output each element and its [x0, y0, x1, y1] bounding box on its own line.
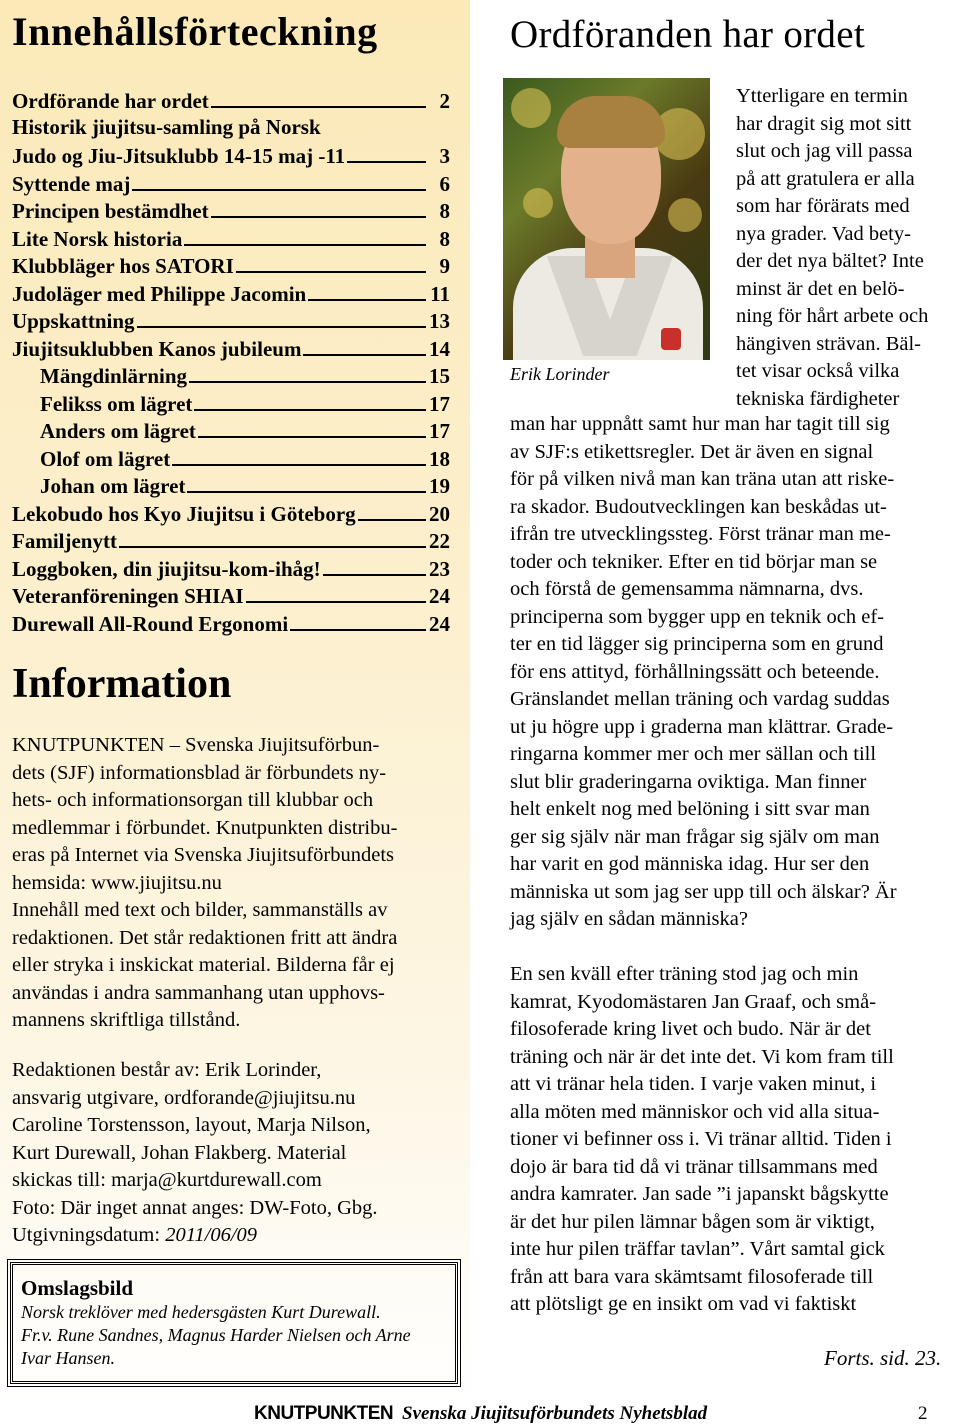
- toc-entry-title: Lekobudo hos Kyo Jiujitsu i Göteborg: [12, 501, 356, 526]
- toc-entry-page: 3: [439, 144, 450, 168]
- article-text-line: som har förärats med: [736, 195, 910, 217]
- toc-entry: [12, 224, 450, 252]
- article-text-line: människa ut som jag ser upp till och älskar? Är: [510, 880, 897, 903]
- toc-entry: [12, 306, 450, 334]
- toc-title: Innehållsförteckning: [12, 9, 378, 54]
- toc-leader-line: [198, 416, 426, 438]
- editorial-text-line: Foto: Där inget annat anges: DW-Foto, Gbg.: [12, 1196, 378, 1219]
- toc-entry-page: 13: [429, 309, 450, 333]
- toc-leader-line: [184, 224, 426, 246]
- toc-entry: [12, 361, 450, 389]
- toc-entry-page: 17: [429, 419, 450, 443]
- article-text-line: ifrån tre utvecklingssteg. Först tränar man me-: [510, 523, 891, 545]
- article-text-line: har dragit sig mot sitt: [736, 112, 912, 135]
- toc-entry-page: 15: [429, 364, 450, 388]
- editorial-paragraph: [12, 1057, 464, 1250]
- toc-entry-title: Klubbläger hos SATORI: [12, 254, 234, 278]
- toc-leader-line: [137, 306, 426, 328]
- toc-entry-title: Familjenytt: [12, 529, 117, 553]
- article-text-line: hängiven strävan. Bäl-: [736, 332, 922, 355]
- toc-entry-page: 14: [429, 336, 450, 361]
- toc-entry: [12, 86, 450, 114]
- toc-leader-line: [323, 554, 426, 576]
- toc-entry-page: 20: [429, 501, 450, 526]
- article-text-line: att plötsligt ge en insikt om vad vi faktiskt: [510, 1293, 857, 1315]
- toc-entry-title: Durewall All-Round Ergonomi: [12, 611, 289, 636]
- page-number: 2: [918, 1403, 928, 1424]
- article-text-line: man har uppnått samt hur man har tagit till sig: [510, 413, 890, 435]
- toc-entry-title: Anders om lägret: [40, 419, 196, 443]
- information-text-line: Innehåll med text och bilder, sammanställs av: [12, 899, 388, 921]
- article-text-line: principerna som bygger upp en teknik och ef-: [510, 605, 885, 628]
- toc-leader-line: [194, 389, 426, 411]
- toc-entry-title: Mängdinlärning: [40, 364, 188, 388]
- article-text-line: är det hur pilen lämnar bågen som är viktigt,: [510, 1210, 875, 1233]
- toc-entry-page: 22: [429, 529, 450, 553]
- toc-entry-title: Syttende maj: [12, 171, 131, 196]
- article-text-line: ter en tid lägger sig principerna som en grund: [510, 633, 884, 655]
- editorial-text-line: skickas till: marja@kurtdurewall.com: [12, 1169, 322, 1191]
- toc-entry: [12, 499, 450, 527]
- toc-leader-line: [358, 499, 426, 521]
- article-paragraph-2: [510, 961, 894, 1319]
- toc-entry: [12, 141, 450, 169]
- toc-entry-title: Historik jiujitsu-samling på Norsk: [12, 114, 321, 139]
- portrait-photo: [503, 78, 710, 360]
- cover-photo-caption-line: Fr.v. Rune Sandnes, Magnus Harder Nielsen och Arne: [21, 1325, 411, 1345]
- article-text-line: Ytterligare en termin: [736, 85, 908, 107]
- article-text-line: slut blir graderingarna oviktiga. Man finner: [510, 770, 867, 793]
- article-text-line: att vi tränar hela tiden. I varje vaken minut, i: [510, 1073, 877, 1095]
- toc-entry: [12, 114, 450, 142]
- toc-leader-line: [246, 581, 426, 603]
- toc-entry: [12, 471, 450, 499]
- toc-entry-page: 11: [430, 281, 450, 306]
- toc-entry: [12, 169, 450, 197]
- toc-entry-page: 18: [429, 446, 450, 471]
- cover-photo-box: [10, 1262, 458, 1384]
- article-intro-text: [736, 83, 928, 413]
- toc-entry: [12, 196, 450, 224]
- editorial-text-line: Caroline Torstensson, layout, Marja Nilson,: [12, 1114, 371, 1136]
- article-text-line: på att gratulera er alla: [736, 167, 915, 190]
- toc-leader-line: [290, 609, 426, 631]
- toc-entry-page: 6: [439, 171, 450, 196]
- toc-entry-page: 9: [439, 254, 450, 278]
- article-text-line: dojo är bara tid då vi tränar tillsammans med: [510, 1155, 878, 1178]
- toc-leader-line: [347, 141, 426, 163]
- article-text-line: helt enkelt nog med belöning i sitt svar man: [510, 798, 870, 820]
- toc-entry-title: Judo og Jiu-Jitsuklubb 14-15 maj -11: [12, 144, 346, 168]
- toc-entry: [12, 581, 450, 609]
- article-text-line: tioner vi befinner oss i. Vi tränar alltid. Tiden i: [510, 1128, 892, 1150]
- toc-entry: [12, 279, 450, 307]
- article-text-line: av SJF:s etikettsregler. Det är även en signal: [510, 440, 874, 463]
- toc-leader-line: [211, 196, 426, 218]
- toc-entry-title: Ordförande har ordet: [12, 89, 209, 113]
- information-text-line: användas i andra sammanhang utan upphovs-: [12, 981, 385, 1004]
- toc-leader-line: [211, 86, 426, 108]
- toc-entry-title: Uppskattning: [12, 309, 135, 333]
- page-footer: [0, 1402, 960, 1426]
- publication-date-value: 2011/06/09: [165, 1224, 258, 1246]
- article-text-line: tekniska färdigheter: [736, 387, 900, 410]
- information-text-line: hets- och informationsorgan till klubbar och: [12, 789, 374, 811]
- article-text-line: En sen kväll efter träning stod jag och min: [510, 963, 859, 985]
- article-text-line: andra kamrater. Jan sade ”i japanskt bågskytte: [510, 1183, 889, 1205]
- toc-entry: [12, 554, 450, 582]
- toc-entry-title: Principen bestämdhet: [12, 199, 209, 223]
- information-text-line: redaktionen. Det står redaktionen fritt att ändra: [12, 926, 398, 949]
- toc-entry-title: Veteranföreningen SHIAI: [12, 584, 244, 608]
- toc-entry-page: 2: [439, 89, 450, 113]
- article-text-line: ger sig själv när man frågar sig själv om man: [510, 825, 880, 848]
- toc-entry-title: Loggboken, din jiujitsu-kom-ihåg!: [12, 556, 321, 581]
- toc-leader-line: [189, 361, 426, 383]
- toc-entry-page: 17: [429, 391, 450, 416]
- footer-tagline: Svenska Jiujitsuförbundets Nyhetsblad: [402, 1403, 708, 1424]
- article-text-line: alla möten med människor och vid alla situa-: [510, 1100, 880, 1123]
- information-text-line: dets (SJF) informationsblad är förbundets ny-: [12, 761, 387, 784]
- toc-entry: [12, 251, 450, 279]
- article-title: Ordföranden har ordet: [510, 13, 865, 56]
- toc-entry-page: 24: [429, 611, 450, 636]
- toc-entry: [12, 526, 450, 554]
- toc-entry: [12, 389, 450, 417]
- toc-entry-title: Johan om lägret: [40, 474, 186, 498]
- toc-leader-line: [119, 526, 426, 548]
- article-text-line: nya grader. Vad bety-: [736, 222, 911, 245]
- toc-entry-title: Felikss om lägret: [40, 391, 193, 416]
- information-text-line: eras på Internet via Svenska Jiujitsuförbundets: [12, 844, 395, 866]
- cover-photo-title: Omslagsbild: [21, 1276, 134, 1300]
- publication-date: Utgivningsdatum: 2011/06/09: [12, 1224, 258, 1246]
- article-text-line: kamrat, Kyodomästaren Jan Graaf, och små-: [510, 990, 877, 1013]
- toc-entry-page: 23: [429, 556, 450, 581]
- toc-entry: [12, 334, 450, 362]
- article-text-line: för på vilken nivå man kan träna utan att riske-: [510, 468, 895, 490]
- cover-photo-caption-line: Norsk treklöver med hedersgästen Kurt Durewall.: [21, 1302, 381, 1322]
- article-text-line: slut och jag vill passa: [736, 140, 913, 162]
- toc-entry: [12, 444, 450, 472]
- article-text-line: från att bara vara skämtsamt filosoferade till: [510, 1265, 874, 1288]
- toc-leader-line: [187, 471, 426, 493]
- toc-entry-page: 24: [429, 584, 450, 608]
- continued-note: Forts. sid. 23.: [824, 1346, 942, 1370]
- table-of-contents: [12, 86, 450, 636]
- toc-entry-title: Lite Norsk historia: [12, 226, 183, 251]
- left-sidebar-panel: [0, 0, 470, 1408]
- toc-entry: [12, 416, 450, 444]
- article-text-line: toder och tekniker. Efter en tid börjar man se: [510, 550, 878, 573]
- article-text-line: filosoferade kring livet och budo. När är det: [510, 1018, 871, 1040]
- article-text-line: inte hur pilen träffar tavlan”. Vårt samtal gick: [510, 1238, 885, 1260]
- toc-entry-title: Judoläger med Philippe Jacomin: [12, 281, 307, 306]
- toc-leader-line: [132, 169, 426, 191]
- footer-brand-logo: KNUTPUNKTEN: [254, 1403, 394, 1424]
- article-text-line: ringarna kommer mer och mer sällan och till: [510, 743, 877, 765]
- article-text-line: träning och när är det inte det. Vi kom fram till: [510, 1045, 894, 1068]
- toc-entry-title: Jiujitsuklubben Kanos jubileum: [12, 336, 302, 361]
- information-paragraph: [12, 732, 464, 1035]
- toc-entry-page: 8: [439, 199, 450, 223]
- article-text-line: för ens attityd, förhållningssätt och beteende.: [510, 660, 880, 683]
- article-text-line: ut ju högre upp i graderna man klättrar. Grade-: [510, 715, 894, 738]
- toc-entry: [12, 609, 450, 637]
- toc-entry-page: 8: [439, 226, 450, 251]
- photo-caption: Erik Lorinder: [510, 364, 610, 384]
- information-title: Information: [12, 661, 232, 707]
- toc-leader-line: [236, 251, 426, 273]
- information-text-line: mannens skriftliga tillstånd.: [12, 1009, 241, 1031]
- editorial-text-line: ansvarig utgivare, ordforande@jiujitsu.nu: [12, 1086, 356, 1109]
- toc-leader-line: [323, 114, 426, 134]
- toc-leader-line: [172, 444, 426, 466]
- article-text-line: ning för hårt arbete och: [736, 305, 929, 327]
- article-text-line: Gränslandet mellan träning och vardag suddas: [510, 688, 890, 710]
- information-text-line: KNUTPUNKTEN – Svenska Jiujitsuförbun-: [12, 734, 380, 756]
- toc-entry-title: Olof om lägret: [40, 446, 171, 471]
- article-text-line: har varit en god människa idag. Hur ser den: [510, 853, 870, 875]
- information-text-line: medlemmar i förbundet. Knutpunkten distribu-: [12, 816, 398, 839]
- article-text-line: der det nya bältet? Inte: [736, 250, 924, 272]
- article-text-line: ra skador. Budoutvecklingen kan beskådas ut-: [510, 495, 887, 518]
- editorial-text-line: Redaktionen består av: Erik Lorinder,: [12, 1059, 322, 1081]
- information-text-line: eller stryka i inskickat material. Bilderna får ej: [12, 954, 395, 976]
- information-text-line: hemsida: www.jiujitsu.nu: [12, 871, 222, 894]
- toc-entry-page: 19: [429, 474, 450, 498]
- article-text-line: tet visar också vilka: [736, 360, 900, 382]
- article-text-line: minst är det en belö-: [736, 277, 905, 300]
- editorial-text-line: Kurt Durewall, Johan Flakberg. Material: [12, 1141, 347, 1164]
- article-paragraph-1: [510, 411, 897, 934]
- cover-photo-caption-line: Ivar Hansen.: [21, 1348, 115, 1368]
- toc-leader-line: [308, 279, 426, 301]
- article-text-line: jag själv en sådan människa?: [510, 908, 748, 930]
- toc-leader-line: [303, 334, 426, 356]
- article-text-line: och förstå de gemensamma nämnarna, dvs.: [510, 578, 864, 600]
